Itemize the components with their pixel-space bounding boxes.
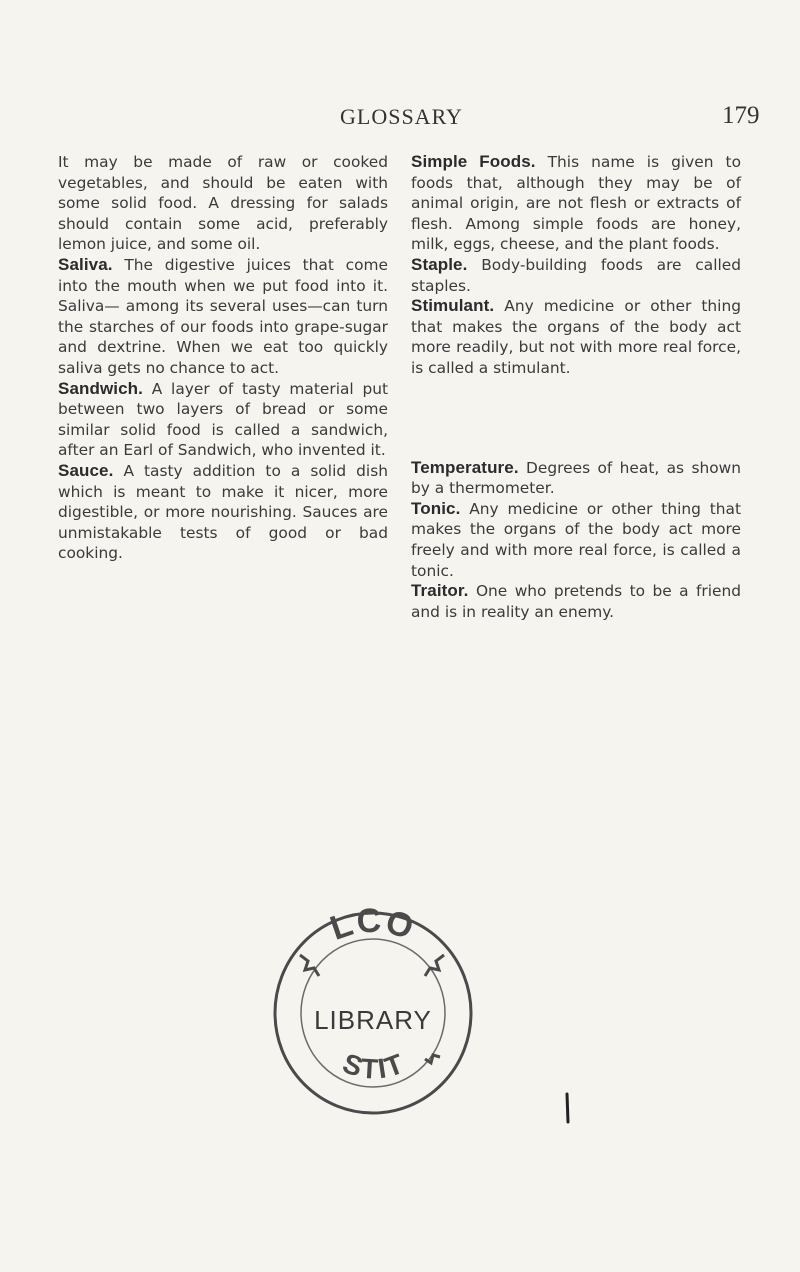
- entry-definition: This name is given to foods that, although they may be of animal origin, are not flesh or extracts of flesh. Among simple foods are honey, milk, eggs, cheese, and the plant foods.: [411, 153, 741, 254]
- entry-definition: One who pretends to be a friend and is in reality an enemy.: [411, 582, 741, 621]
- stamp-top-text: LCO: [325, 901, 420, 948]
- section-gap: [411, 379, 741, 458]
- entry-term: Stimulant.: [411, 296, 495, 316]
- stamp-rosette-icon: [425, 1055, 440, 1063]
- entry-definition: A tasty addition to a solid dish which is meant to make it nicer, more digestible, or more nourishing. Sauces are unmistakable tests of good or bad cooking.: [58, 461, 388, 563]
- glossary-entry-tonic: [411, 499, 741, 581]
- entry-term: Tonic.: [411, 498, 461, 518]
- entry-definition: A layer of tasty material put between two layers of bread or some similar solid food is called a sandwich, after an Earl of Sandwich, who invented it.: [58, 379, 388, 460]
- entry-definition: Body-building foods are called staples.: [411, 255, 741, 295]
- entry-term: Saliva.: [58, 254, 113, 274]
- glossary-entry-stimulant: [411, 296, 741, 378]
- entry-term: Sandwich.: [58, 378, 143, 398]
- page-number: 179: [722, 102, 760, 129]
- glossary-entry-staple: [411, 255, 741, 296]
- library-stamp: [248, 897, 498, 1123]
- stamp-rosette-icon: [300, 955, 319, 976]
- entry-definition: Degrees of heat, as shown by a thermometer.: [411, 458, 741, 498]
- glossary-entry-temperature: [411, 458, 741, 499]
- entry-definition: The digestive juices that come into the mouth when we put food into it. Saliva— among its several uses—can turn the starches of our foods into grape-sugar and dextrine. When we eat too quickly saliva gets no chance to act.: [58, 255, 388, 377]
- glossary-entry-simple-foods: [411, 152, 741, 255]
- continued-entry-text: It may be made of raw or cooked vegetables, and should be eaten with some solid food. A dressing for salads should contain some acid, preferably lemon juice, and some oil.: [58, 153, 388, 254]
- entry-term: Temperature.: [411, 457, 519, 477]
- stamp-bottom-text: STIT: [338, 1047, 410, 1085]
- entry-term: Staple.: [411, 254, 468, 274]
- right-column: [411, 152, 741, 622]
- entry-definition: Any medicine or other thing that makes the organs of the body act more freely and with more real force, is called a tonic.: [411, 499, 741, 580]
- page-header: [0, 104, 800, 140]
- running-head: GLOSSARY: [340, 104, 463, 129]
- stamp-center-text: LIBRARY: [314, 1005, 432, 1035]
- glossary-entry-traitor: [411, 581, 741, 622]
- entry-definition: Any medicine or other thing that makes the organs of the body act more readily, but not with more real force, is called a stimulant.: [411, 297, 741, 377]
- glossary-entry-sandwich: [58, 379, 388, 461]
- entry-term: Simple Foods.: [411, 152, 536, 171]
- entry-term: Sauce.: [58, 460, 114, 480]
- glossary-entry-sauce: [58, 461, 388, 564]
- ink-mark: [564, 1092, 570, 1126]
- glossary-entry-saliva: [58, 255, 388, 379]
- entry-term: Traitor.: [411, 581, 469, 601]
- left-column: [58, 152, 388, 564]
